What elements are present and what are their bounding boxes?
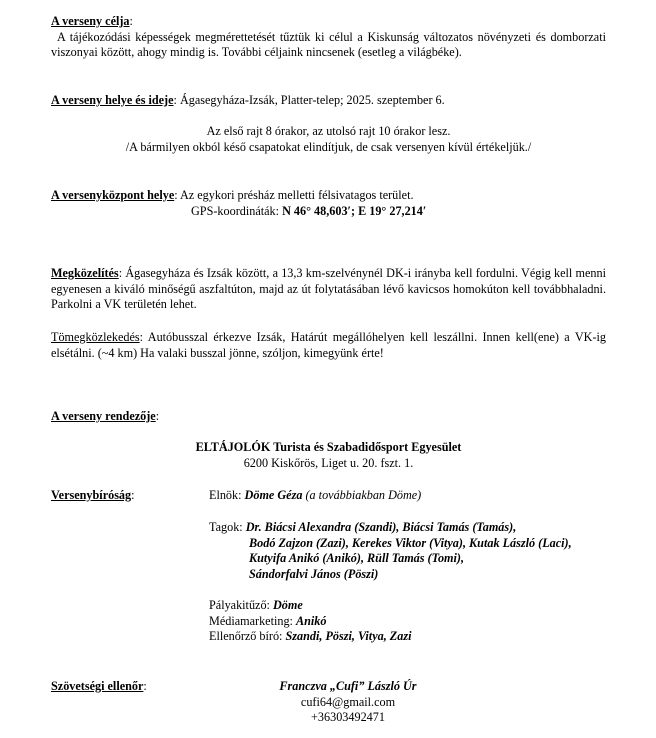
- start-times: [51, 124, 606, 155]
- federation-block: [248, 679, 448, 726]
- media-value: Anikó: [295, 613, 327, 628]
- organizer-heading-line: A verseny rendezője:: [51, 409, 160, 423]
- federation-heading: Szövetségi ellenőr: [51, 679, 144, 693]
- center-section: A versenyközpont helye: Az egykori présház melletti félsivatagos terület. GPS-koordináták: N 46° 48,603′; E 19° 27,214′: [51, 188, 427, 218]
- transit-section: Tömegközlekedés: Autóbusszal érkezve Izsák, Határút megállóhelyen kell leszállni. Innen kell(ene) a VK-ig elsétálni. (~4 km) Ha valaki busszal jönne, szóljon, kimegyünk érte!: [51, 330, 606, 360]
- jury-chair: [209, 488, 609, 504]
- organizer-address: 6200 Kiskőrös, Liget u. 20. fszt. 1.: [243, 455, 414, 470]
- goal-section: A verseny célja: A tájékozódási képességek megmérettetését tűztük ki célul a Kiskunság változatos növényzeti és domborzati viszonyai között, ahogy mindig is. További céljaink nincsenek (esetleg a világbéke).: [51, 14, 606, 59]
- venue-section: A verseny helye és ideje: Ágasegyháza-Izsák, Platter-telep; 2025. szeptember 6.: [51, 93, 445, 107]
- chair-label: Elnök:: [209, 488, 242, 502]
- members-label: Tagok:: [209, 520, 243, 534]
- jury-heading-line: Versenybíróság:: [51, 488, 135, 502]
- jury-roles: [209, 598, 629, 645]
- federation-heading-line: Szövetségi ellenőr:: [51, 679, 147, 693]
- course-label: Pályakitűző:: [209, 598, 270, 612]
- member-line: Bodó Zajzon (Zazi), Kerekes Viktor (Vitya), Kutak László (Laci),: [249, 535, 572, 550]
- venue-text: Ágasegyháza-Izsák, Platter-telep; 2025. szeptember 6.: [179, 93, 445, 107]
- organizer-name: ELTÁJOLÓK Turista és Szabadidősport Egyesület: [195, 440, 462, 454]
- goal-heading: A verseny célja: [51, 14, 130, 28]
- transit-text: Autóbusszal érkezve Izsák, Határút megállóhelyen kell leszállni. Innen kell(ene) a VK-ig elsétálni. (~4 km) Ha valaki busszal jönne, szóljon, kimegyünk érte!: [51, 330, 606, 360]
- gps-label: GPS-koordináták:: [191, 203, 280, 218]
- goal-text: A tájékozódási képességek megmérettetését tűztük ki célul a Kiskunság változatos növényzeti és domborzati viszonyai között, ahogy mindig is. További céljaink nincsenek (esetleg a világbéke).: [51, 29, 606, 59]
- chair-note: (a továbbiakban Döme): [305, 488, 422, 502]
- federation-email: cufi64@gmail.com: [300, 694, 396, 709]
- approach-text: Ágasegyháza és Izsák között, a 13,3 km-szelvénynél DK-i irányba kell fordulni. Végig kell menni egyenesen a kiváló minőségű aszfaltúton, majd az út folytatásában lévő kavicsos homokúton kell továbbhaladni. Parkolni a VK területén lehet.: [51, 266, 606, 311]
- center-heading: A versenyközpont helye: [51, 188, 175, 202]
- course-value: Döme: [272, 598, 303, 612]
- federation-phone: +36303492471: [311, 710, 385, 724]
- member-line: Dr. Biácsi Alexandra (Szandi), Biácsi Tamás (Tamás),: [245, 520, 517, 534]
- checker-label: Ellenőrző bíró:: [209, 629, 283, 643]
- organizer-block: [51, 440, 606, 471]
- media-label: Médiamarketing:: [209, 613, 293, 628]
- center-text: Az egykori présház melletti félsivatagos terület.: [180, 188, 414, 202]
- organizer-heading: A verseny rendezője: [51, 409, 156, 423]
- chair-name: Döme Géza: [244, 488, 303, 502]
- late-line: /A bármilyen okból késő csapatokat elindítjuk, de csak versenyen kívül értékeljük./: [125, 139, 532, 154]
- start-line: Az első rajt 8 órakor, az utolsó rajt 10 órakor lesz.: [206, 124, 451, 138]
- venue-heading: A verseny helye és ideje: [51, 93, 174, 107]
- transit-heading: Tömegközlekedés: [51, 330, 140, 344]
- approach-heading: Megközelítés: [51, 266, 119, 280]
- jury-heading: Versenybíróság: [51, 488, 132, 502]
- checker-value: Szandi, Pöszi, Vitya, Zazi: [285, 629, 412, 643]
- jury-members: [209, 520, 629, 582]
- approach-section: Megközelítés: Ágasegyháza és Izsák között, a 13,3 km-szelvénynél DK-i irányba kell fordulni. Végig kell menni egyenesen a kiváló minőségű aszfaltúton, majd az út folytatásában lévő kavicsos homokúton kell továbbhaladni. Parkolni a VK területén lehet.: [51, 266, 606, 311]
- member-line: Sándorfalvi János (Pöszi): [249, 566, 379, 581]
- gps-value: N 46° 48,603′; E 19° 27,214′: [282, 203, 427, 218]
- member-line: Kutyifa Anikó (Anikó), Rüll Tamás (Tomi),: [249, 551, 465, 565]
- federation-name: Franczva „Cufi” László Úr: [279, 679, 417, 693]
